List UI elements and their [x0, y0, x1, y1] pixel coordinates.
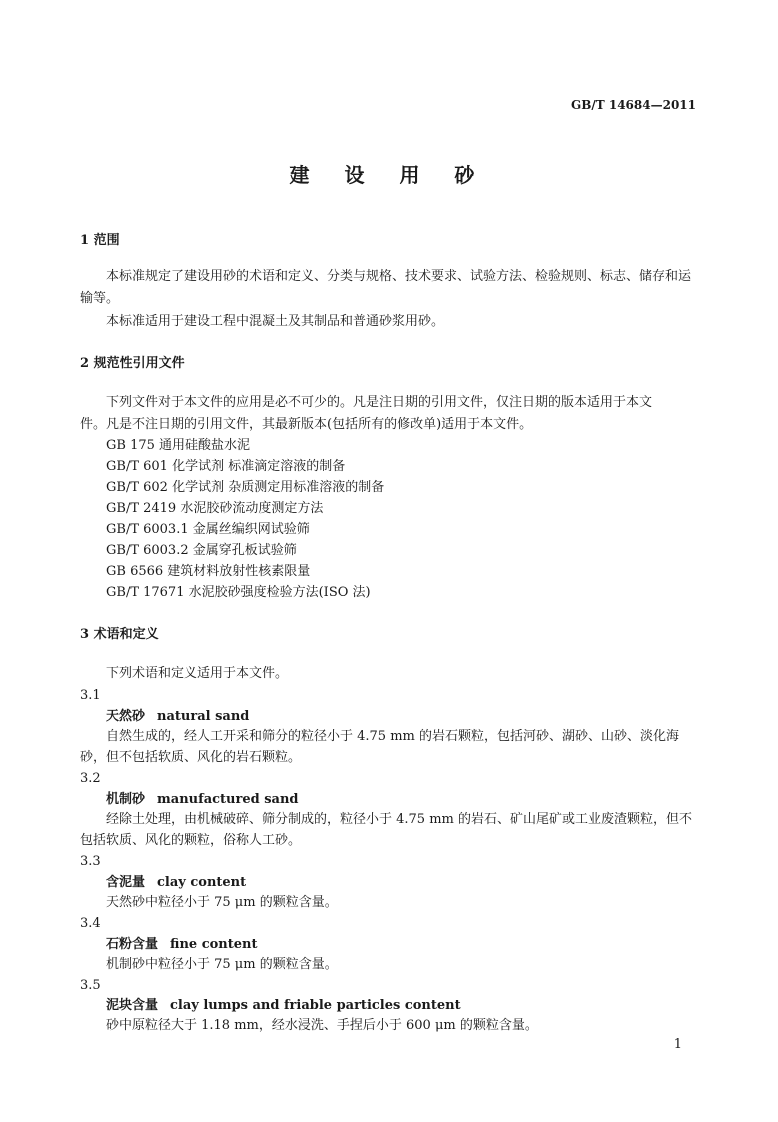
term-chinese: 天然砂 — [106, 709, 146, 724]
term-number: 3.4 — [80, 916, 101, 931]
term-number: 3.1 — [80, 688, 101, 703]
reference-item: GB/T 6003.1 金属丝编织网试验筛 — [106, 522, 310, 537]
term-english: fine content — [170, 937, 258, 952]
term-chinese: 机制砂 — [106, 792, 146, 807]
term-definition-line-1: 砂中原粒径大于 1.18 mm，经水浸洗、手捏后小于 600 μm 的颗粒含量。 — [106, 1018, 538, 1033]
term-definition-line-1: 自然生成的，经人工开采和筛分的粒径小于 4.75 mm 的岩石颗粒，包括河砂、湖砂、山砂、淡化海 — [106, 729, 679, 744]
term-definition-line-2: 包括软质、风化的颗粒，俗称人工砂。 — [80, 833, 302, 848]
term-definition-line-1: 天然砂中粒径小于 75 μm 的颗粒含量。 — [106, 895, 338, 910]
section-1-paragraph-1-line-1: 本标准规定了建设用砂的术语和定义、分类与规格、技术要求、试验方法、检验规则、标志、储存和运 — [106, 269, 692, 284]
section-2-paragraph-line-1: 下列文件对于本文件的应用是必不可少的。凡是注日期的引用文件，仅注日期的版本适用于本文 — [106, 395, 653, 410]
reference-item: GB/T 602 化学试剂 杂质测定用标准溶液的制备 — [106, 480, 385, 495]
standard-code: GB/T 14684—2011 — [570, 98, 696, 112]
section-1-heading: 1 范围 — [80, 233, 120, 248]
term-number: 3.2 — [80, 771, 101, 786]
term-title — [106, 791, 299, 809]
term-title — [106, 936, 258, 954]
document-title: 建 设 用 砂 — [289, 163, 489, 187]
section-2-heading: 2 规范性引用文件 — [80, 356, 185, 371]
term-english: natural sand — [157, 709, 250, 724]
term-definition-line-1: 机制砂中粒径小于 75 μm 的颗粒含量。 — [106, 957, 338, 972]
reference-item: GB 6566 建筑材料放射性核素限量 — [106, 564, 311, 579]
term-chinese: 泥块含量 — [106, 998, 159, 1013]
term-definition-line-2: 砂，但不包括软质、风化的岩石颗粒。 — [80, 750, 302, 765]
term-title — [106, 997, 461, 1015]
term-number: 3.5 — [80, 978, 101, 993]
reference-item: GB/T 601 化学试剂 标准滴定溶液的制备 — [106, 459, 346, 474]
section-1-paragraph-1-line-2: 输等。 — [80, 291, 120, 306]
section-2-paragraph-line-2: 件。凡是不注日期的引用文件，其最新版本(包括所有的修改单)适用于本文件。 — [80, 417, 533, 432]
section-1-paragraph-2: 本标准适用于建设工程中混凝土及其制品和普通砂浆用砂。 — [106, 314, 445, 329]
reference-item: GB/T 2419 水泥胶砂流动度测定方法 — [106, 501, 324, 516]
page-number: 1 — [673, 1037, 682, 1052]
term-chinese: 石粉含量 — [106, 937, 159, 952]
term-english: clay content — [157, 875, 247, 890]
section-3-intro: 下列术语和定义适用于本文件。 — [106, 666, 289, 681]
reference-item: GB 175 通用硅酸盐水泥 — [106, 438, 251, 453]
term-title — [106, 874, 246, 892]
term-chinese: 含泥量 — [106, 875, 146, 890]
term-title — [106, 708, 249, 726]
reference-item: GB/T 6003.2 金属穿孔板试验筛 — [106, 543, 297, 558]
term-definition-line-1: 经除土处理，由机械破碎、筛分制成的，粒径小于 4.75 mm 的岩石、矿山尾矿或工业废渣颗粒，但不 — [106, 812, 692, 827]
section-3-heading: 3 术语和定义 — [80, 627, 159, 642]
term-english: manufactured sand — [157, 792, 299, 807]
term-english: clay lumps and friable particles content — [170, 998, 461, 1013]
term-number: 3.3 — [80, 854, 101, 869]
reference-item: GB/T 17671 水泥胶砂强度检验方法(ISO 法) — [106, 585, 371, 600]
